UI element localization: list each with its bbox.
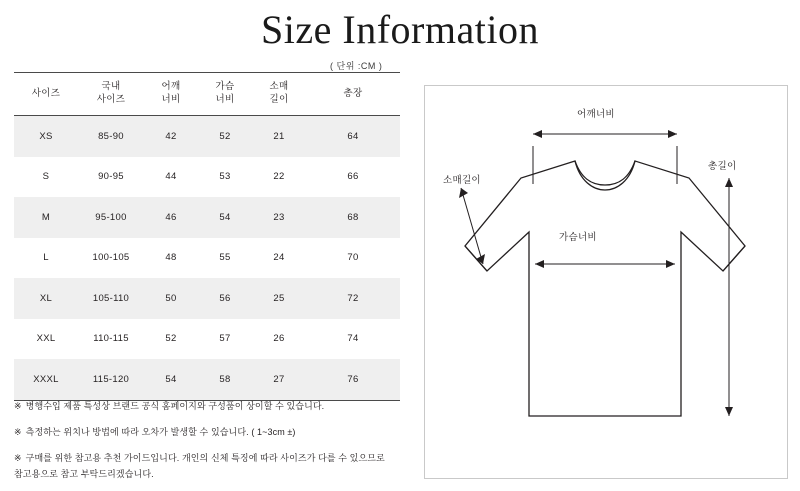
cell-shoulder: 44 — [165, 171, 177, 183]
note-text: 병행수입 제품 특성상 브랜드 공식 홈페이지와 구성품이 상이할 수 있습니다. — [25, 401, 325, 411]
cell-chest: 54 — [198, 197, 252, 238]
chest-measure-line — [535, 260, 675, 268]
note-bullet-icon: ※ — [14, 427, 22, 438]
cell-sleeve: 24 — [273, 252, 285, 264]
cell-size: XXL — [36, 333, 56, 345]
total-length-measure-line — [725, 178, 733, 416]
table-header-row — [14, 73, 400, 116]
cell-shoulder: 46 — [144, 197, 198, 238]
column-header-sleeve-length: 소매 길이 — [252, 73, 306, 116]
column-header-kr-size: 국내 사이즈 — [78, 73, 144, 116]
cell-shoulder: 48 — [165, 252, 177, 264]
note-item — [14, 400, 404, 413]
cell-chest: 53 — [219, 171, 231, 183]
note-text: 구매를 위한 참고용 추천 가이드입니다. 개인의 신체 특징에 따라 사이즈가 다를 수 있으므로 — [25, 453, 385, 464]
cell-shoulder: 42 — [144, 116, 198, 157]
cell-kr-size: 90-95 — [98, 171, 124, 183]
note-item — [14, 426, 404, 439]
cell-size: XS — [14, 116, 78, 157]
unit-note: ( 단위 :CM ) — [330, 61, 383, 71]
shoulder-measure-line — [533, 130, 677, 184]
table-row — [14, 116, 400, 157]
cell-kr-size: 110-115 — [93, 333, 129, 345]
cell-size: S — [42, 171, 50, 183]
table-row — [14, 278, 400, 319]
column-header-total-length: 총장 — [306, 73, 400, 116]
table-header — [14, 73, 400, 116]
cell-chest: 57 — [219, 333, 231, 345]
cell-sleeve: 22 — [273, 171, 285, 183]
tshirt-diagram-svg — [425, 86, 785, 476]
cell-sleeve: 23 — [252, 197, 306, 238]
page-title: Size Information — [261, 7, 539, 52]
table-row — [14, 359, 400, 400]
cell-sleeve: 27 — [252, 359, 306, 400]
cell-chest: 58 — [198, 359, 252, 400]
cell-size: M — [14, 197, 78, 238]
cell-total: 64 — [306, 116, 400, 157]
size-table — [14, 72, 400, 401]
cell-sleeve: 25 — [252, 278, 306, 319]
cell-shoulder: 52 — [165, 333, 177, 345]
cell-kr-size: 95-100 — [78, 197, 144, 238]
cell-sleeve: 26 — [273, 333, 285, 345]
cell-chest: 55 — [219, 252, 231, 264]
table-row — [14, 238, 400, 279]
note-bullet-icon: ※ — [14, 401, 22, 411]
column-header-shoulder-width: 어깨 너비 — [144, 73, 198, 116]
cell-chest: 56 — [198, 278, 252, 319]
cell-total: 68 — [306, 197, 400, 238]
cell-total: 66 — [347, 171, 359, 183]
cell-kr-size: 105-110 — [78, 278, 144, 319]
cell-shoulder: 54 — [144, 359, 198, 400]
label-sleeve-length: 소매길이 — [443, 175, 481, 186]
cell-size: L — [43, 252, 49, 264]
cell-kr-size: 100-105 — [92, 252, 130, 264]
table-row — [14, 157, 400, 198]
note-item — [14, 452, 404, 481]
cell-total: 74 — [347, 333, 359, 345]
column-header-chest-width: 가슴 너비 — [198, 73, 252, 116]
notes-block — [14, 400, 404, 481]
cell-size: XXXL — [14, 359, 78, 400]
cell-size: XL — [14, 278, 78, 319]
cell-total: 76 — [306, 359, 400, 400]
cell-chest: 52 — [198, 116, 252, 157]
label-chest-width: 가슴너비 — [559, 232, 597, 243]
cell-shoulder: 50 — [144, 278, 198, 319]
note-text: 측정하는 위치나 방법에 따라 오차가 발생할 수 있습니다. ( 1~3cm ±) — [25, 427, 296, 438]
label-total-length: 총길이 — [708, 161, 737, 172]
cell-kr-size: 115-120 — [78, 359, 144, 400]
cell-sleeve: 21 — [252, 116, 306, 157]
note-bullet-icon: ※ — [14, 453, 22, 464]
column-header-size: 사이즈 — [14, 73, 78, 116]
note-subtext: 참고용으로 참고 부탁드리겠습니다. — [14, 469, 154, 480]
cell-total: 70 — [347, 252, 359, 264]
tshirt-outline-icon — [465, 161, 745, 416]
table-row — [14, 319, 400, 360]
cell-kr-size: 85-90 — [78, 116, 144, 157]
table-row — [14, 197, 400, 238]
garment-measurement-diagram — [424, 85, 788, 479]
cell-total: 72 — [306, 278, 400, 319]
label-shoulder-width: 어깨너비 — [577, 109, 615, 120]
table-body — [14, 116, 400, 401]
